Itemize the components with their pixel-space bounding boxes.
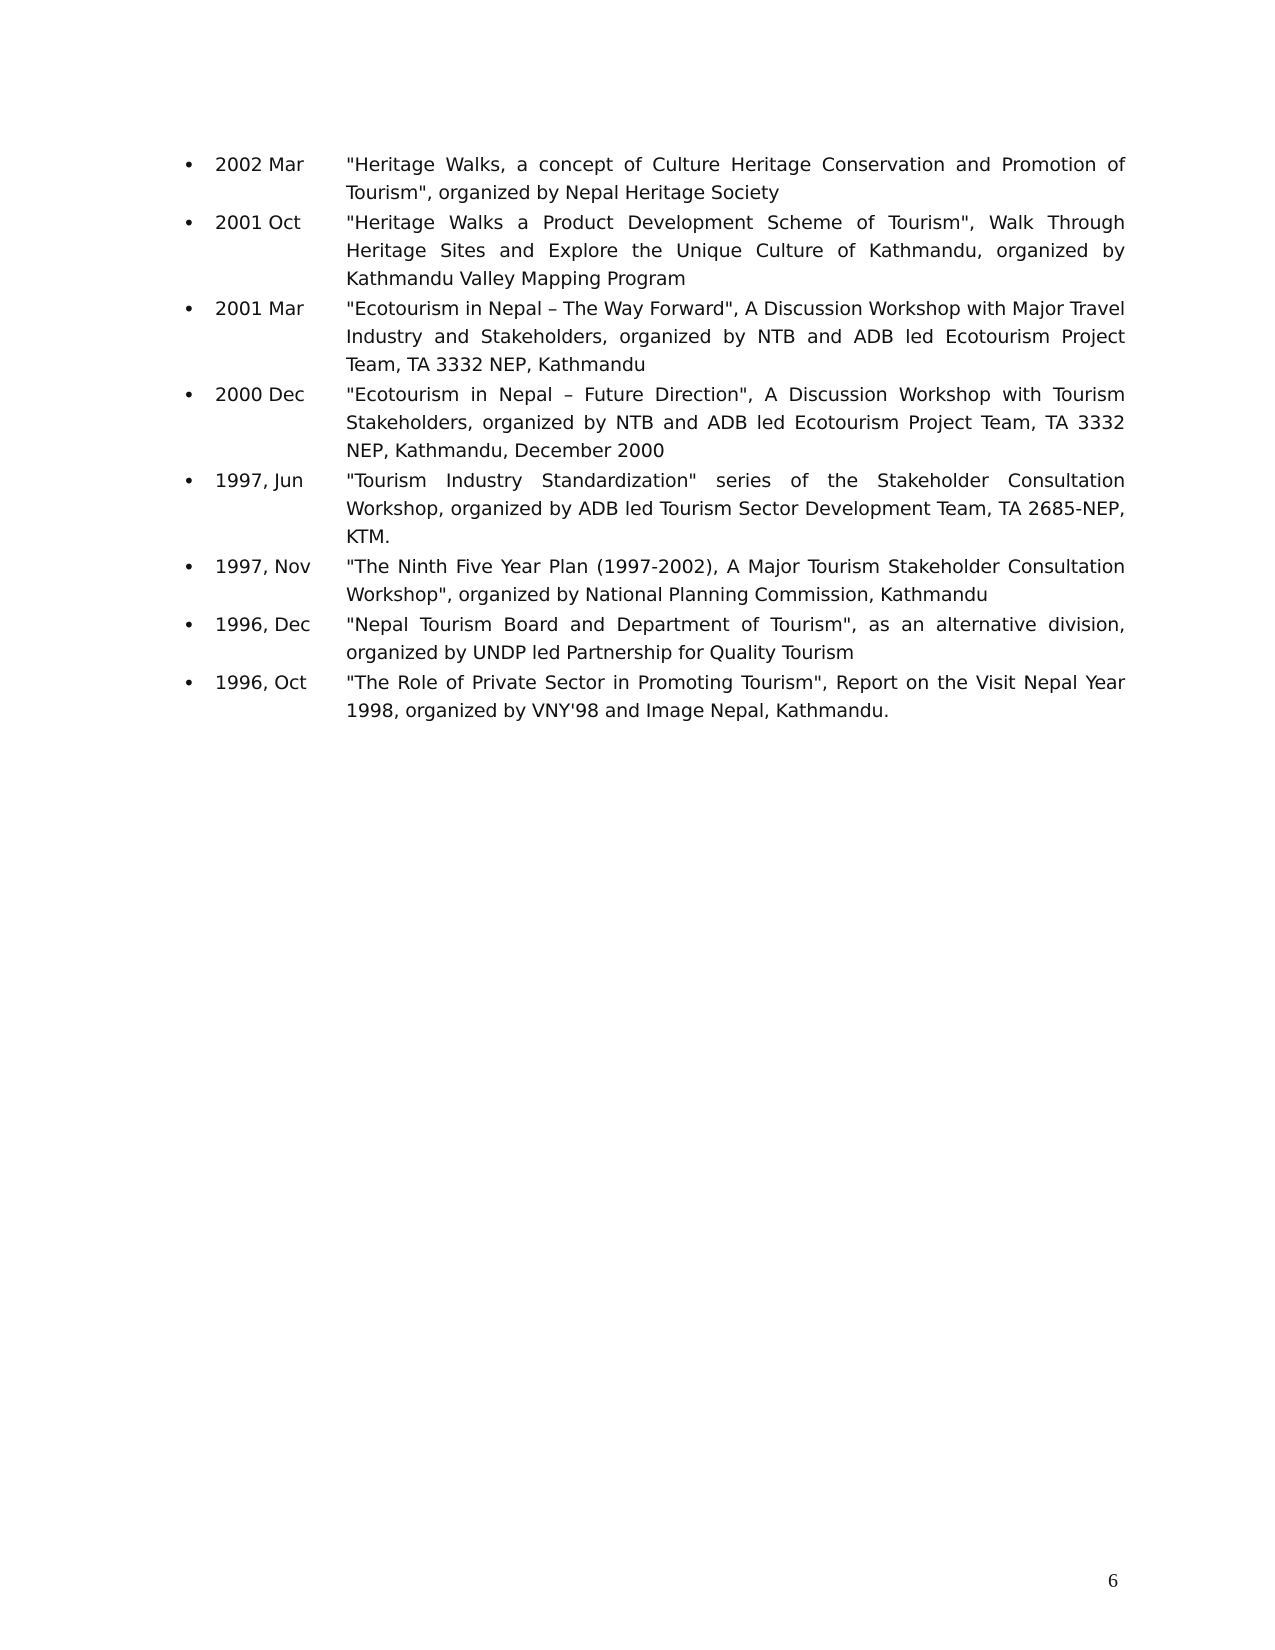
bullet-icon: •: [183, 383, 195, 407]
bullet-icon: •: [183, 153, 195, 177]
list-item: [183, 669, 1125, 725]
entry-description: "The Role of Private Sector in Promoting Tourism", Report on the Visit Nepal Year 1998, organized by VNY'98 and Image Nepal, Kathmandu.: [346, 672, 1125, 722]
entry-date: 1996, Dec: [215, 614, 311, 636]
workshop-list: [183, 151, 1125, 727]
page-number: 6: [1108, 1570, 1118, 1592]
entry-date: 2002 Mar: [215, 154, 304, 176]
entry-date: 1997, Jun: [215, 470, 304, 492]
entry-date: 1997, Nov: [215, 556, 311, 578]
list-item: [183, 611, 1125, 667]
list-item: [183, 151, 1125, 207]
list-item: [183, 209, 1125, 293]
entry-date: 2001 Oct: [215, 212, 301, 234]
entry-description: "Ecotourism in Nepal – Future Direction", A Discussion Workshop with Tourism Stakeholders, organized by NTB and ADB led Ecotourism Project Team, TA 3332 NEP, Kathmandu, December 2000: [346, 384, 1125, 462]
bullet-icon: •: [183, 555, 195, 579]
list-item: [183, 295, 1125, 379]
entry-description: "Tourism Industry Standardization" series of the Stakeholder Consultation Workshop, organized by ADB led Tourism Sector Development Team, TA 2685-NEP, KTM.: [346, 470, 1125, 548]
bullet-icon: •: [183, 211, 195, 235]
entry-description: "The Ninth Five Year Plan (1997-2002), A Major Tourism Stakeholder Consultation Workshop", organized by National Planning Commission, Kathmandu: [346, 556, 1125, 606]
bullet-icon: •: [183, 469, 195, 493]
bullet-icon: •: [183, 297, 195, 321]
entry-description: "Nepal Tourism Board and Department of Tourism", as an alternative division, organized by UNDP led Partnership for Quality Tourism: [346, 614, 1125, 664]
list-item: [183, 467, 1125, 551]
entry-date: 2000 Dec: [215, 384, 305, 406]
entry-date: 1996, Oct: [215, 672, 307, 694]
entry-description: "Heritage Walks a Product Development Scheme of Tourism", Walk Through Heritage Sites and Explore the Unique Culture of Kathmandu, organized by Kathmandu Valley Mapping Program: [346, 212, 1125, 290]
entry-description: "Heritage Walks, a concept of Culture Heritage Conservation and Promotion of Tourism", organized by Nepal Heritage Society: [346, 154, 1125, 204]
bullet-icon: •: [183, 613, 195, 637]
list-item: [183, 553, 1125, 609]
bullet-icon: •: [183, 671, 195, 695]
list-item: [183, 381, 1125, 465]
entry-description: "Ecotourism in Nepal – The Way Forward", A Discussion Workshop with Major Travel Industry and Stakeholders, organized by NTB and ADB led Ecotourism Project Team, TA 3332 NEP, Kathmandu: [346, 298, 1125, 376]
entry-date: 2001 Mar: [215, 298, 304, 320]
